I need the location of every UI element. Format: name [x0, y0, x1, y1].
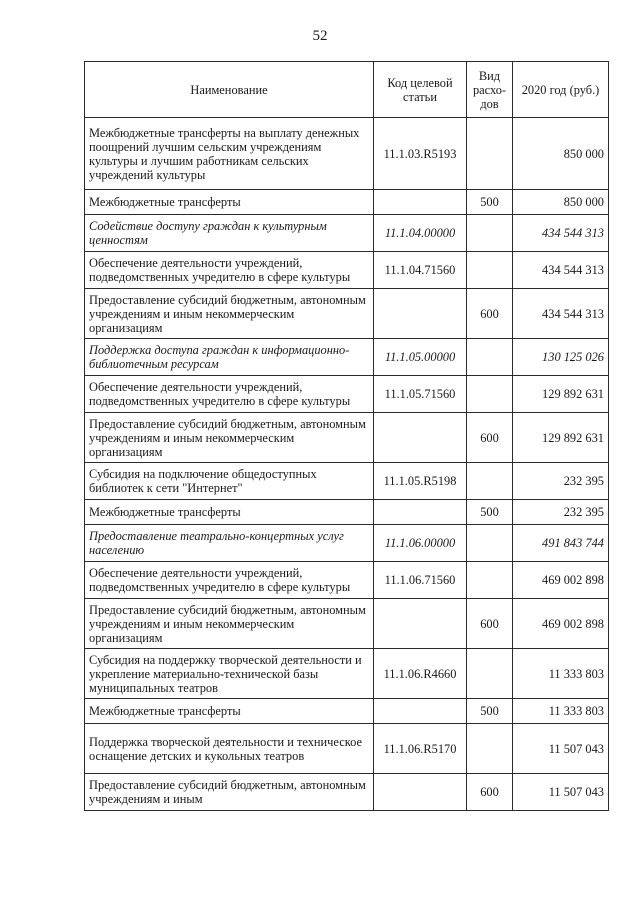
cell-name: Межбюджетные трансферты [85, 190, 374, 215]
table-body [85, 118, 609, 811]
cell-sum: 232 395 [513, 500, 609, 525]
cell-type [467, 252, 513, 289]
header-code: Код целевой статьи [374, 62, 467, 118]
table-row [85, 252, 609, 289]
cell-type [467, 525, 513, 562]
table-row [85, 215, 609, 252]
cell-name: Межбюджетные трансферты на выплату денежных поощрений лучшим сельским учреждениям культуры и лучшим работникам сельских учреждений культуры [85, 118, 374, 190]
cell-sum: 129 892 631 [513, 413, 609, 463]
cell-sum: 11 333 803 [513, 649, 609, 699]
cell-type: 600 [467, 774, 513, 811]
cell-sum: 232 395 [513, 463, 609, 500]
cell-code [374, 289, 467, 339]
cell-sum: 469 002 898 [513, 562, 609, 599]
cell-name: Поддержка творческой деятельности и техническое оснащение детских и кукольных театров [85, 724, 374, 774]
cell-code: 11.1.05.00000 [374, 339, 467, 376]
cell-type: 600 [467, 413, 513, 463]
table-row [85, 339, 609, 376]
cell-name: Субсидия на поддержку творческой деятельности и укрепление материально-технической базы муниципальных театров [85, 649, 374, 699]
cell-type [467, 562, 513, 599]
cell-name: Содействие доступу граждан к культурным ценностям [85, 215, 374, 252]
cell-name: Предоставление субсидий бюджетным, автономным учреждениям и иным некоммерческим организациям [85, 599, 374, 649]
table-header-row [85, 62, 609, 118]
cell-type: 500 [467, 500, 513, 525]
table-row [85, 525, 609, 562]
table-row [85, 413, 609, 463]
budget-table [84, 61, 609, 811]
cell-code: 11.1.04.00000 [374, 215, 467, 252]
table-row [85, 289, 609, 339]
cell-sum: 850 000 [513, 118, 609, 190]
cell-code [374, 599, 467, 649]
cell-sum: 129 892 631 [513, 376, 609, 413]
table-row [85, 599, 609, 649]
cell-type [467, 724, 513, 774]
cell-sum: 434 544 313 [513, 252, 609, 289]
cell-type: 500 [467, 190, 513, 215]
table-row [85, 376, 609, 413]
cell-name: Субсидия на подключение общедоступных библиотек к сети "Интернет" [85, 463, 374, 500]
cell-sum: 469 002 898 [513, 599, 609, 649]
cell-type [467, 118, 513, 190]
cell-name: Обеспечение деятельности учреждений, подведомственных учредителю в сфере культуры [85, 252, 374, 289]
cell-sum: 850 000 [513, 190, 609, 215]
table-row [85, 774, 609, 811]
cell-sum: 491 843 744 [513, 525, 609, 562]
cell-code: 11.1.06.00000 [374, 525, 467, 562]
header-sum: 2020 год (руб.) [513, 62, 609, 118]
cell-name: Обеспечение деятельности учреждений, подведомственных учредителю в сфере культуры [85, 562, 374, 599]
table-row [85, 118, 609, 190]
cell-code [374, 413, 467, 463]
cell-sum: 11 333 803 [513, 699, 609, 724]
cell-type [467, 463, 513, 500]
cell-code: 11.1.04.71560 [374, 252, 467, 289]
cell-type [467, 649, 513, 699]
cell-code: 11.1.05.71560 [374, 376, 467, 413]
cell-name: Поддержка доступа граждан к информационно-библиотечным ресурсам [85, 339, 374, 376]
cell-sum: 11 507 043 [513, 774, 609, 811]
cell-name: Предоставление театрально-концертных услуг населению [85, 525, 374, 562]
cell-code: 11.1.05.R5198 [374, 463, 467, 500]
table-row [85, 724, 609, 774]
cell-type [467, 215, 513, 252]
cell-name: Обеспечение деятельности учреждений, подведомственных учредителю в сфере культуры [85, 376, 374, 413]
cell-name: Межбюджетные трансферты [85, 699, 374, 724]
table-row [85, 699, 609, 724]
header-name: Наименование [85, 62, 374, 118]
cell-sum: 11 507 043 [513, 724, 609, 774]
cell-name: Предоставление субсидий бюджетным, автономным учреждениям и иным [85, 774, 374, 811]
cell-sum: 434 544 313 [513, 289, 609, 339]
cell-code: 11.1.06.R4660 [374, 649, 467, 699]
cell-code [374, 500, 467, 525]
table-row [85, 463, 609, 500]
cell-code: 11.1.03.R5193 [374, 118, 467, 190]
cell-code [374, 774, 467, 811]
cell-sum: 130 125 026 [513, 339, 609, 376]
cell-type: 600 [467, 599, 513, 649]
table-row [85, 562, 609, 599]
cell-type: 600 [467, 289, 513, 339]
cell-code [374, 190, 467, 215]
cell-sum: 434 544 313 [513, 215, 609, 252]
table-row [85, 190, 609, 215]
cell-code: 11.1.06.71560 [374, 562, 467, 599]
table-row [85, 500, 609, 525]
header-type: Вид расхо-дов [467, 62, 513, 118]
page-number: 52 [312, 28, 328, 44]
cell-type [467, 339, 513, 376]
cell-code [374, 699, 467, 724]
table-row [85, 649, 609, 699]
cell-type [467, 376, 513, 413]
cell-name: Предоставление субсидий бюджетным, автономным учреждениям и иным некоммерческим организациям [85, 413, 374, 463]
cell-code: 11.1.06.R5170 [374, 724, 467, 774]
cell-type: 500 [467, 699, 513, 724]
cell-name: Предоставление субсидий бюджетным, автономным учреждениям и иным некоммерческим организациям [85, 289, 374, 339]
cell-name: Межбюджетные трансферты [85, 500, 374, 525]
